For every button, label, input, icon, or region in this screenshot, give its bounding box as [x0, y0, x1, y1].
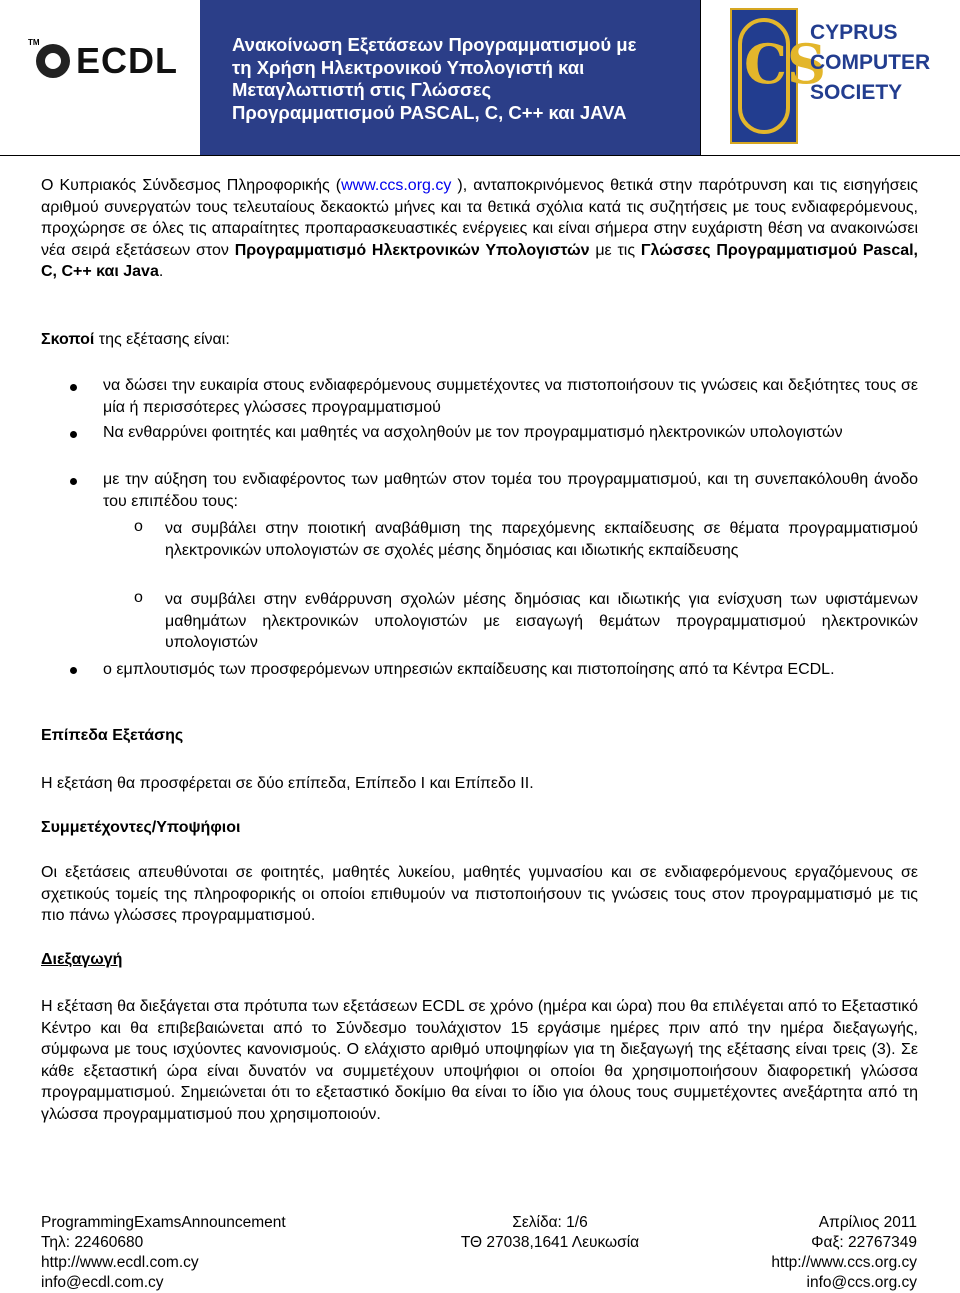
title-line: τη Χρήση Ηλεκτρονικού Υπολογιστή και [232, 56, 585, 78]
goal-item: ο εμπλουτισμός των προσφερόμενων υπηρεσιών εκπαίδευσης και πιστοποίησης από τα Κέντρα ECDL. [103, 661, 835, 678]
footer-doc-name: ProgrammingExamsAnnouncement [41, 1214, 286, 1231]
ccs-logo-line: COMPUTER [810, 51, 931, 74]
footer-left [41, 1213, 286, 1293]
footer-right [700, 1213, 917, 1293]
ccs-logo-letters: CS [744, 32, 826, 96]
goal-subitem: να συμβάλει στην ενθάρρυνση σχολών μέσης δημόσιας και ιδιωτικής για ενίσχυση των υφιστάμενων μαθημάτων ηλεκτρονικών υπολογιστών με εισαγωγή θεμάτων προγραμματισμού ηλεκτρονικών υπολογιστών [165, 591, 918, 651]
intro-text: με τις [589, 241, 641, 259]
ecdl-logo-text: ECDL [76, 40, 178, 81]
goals-label-rest: της εξέτασης είναι: [94, 331, 230, 348]
intro-bold-text: Γλώσσες Προγραμματισμού Pascal, C, C++ και Java [41, 241, 919, 280]
intro-text: . [158, 263, 164, 280]
ecdl-logo [28, 38, 198, 81]
document-header [0, 0, 960, 156]
footer-ccs-email[interactable]: info@ccs.org.cy [806, 1274, 917, 1291]
ccs-website-link[interactable]: www.ccs.org.cy [341, 177, 452, 194]
title-line: Ανακοίνωση Εξετάσεων Προγραμματισμού με [232, 34, 637, 55]
ecdl-logo-cell [0, 0, 201, 155]
ecdl-globe-icon [36, 44, 70, 78]
intro-text: Ο Κυπριακός Σύνδεσμος Πληροφορικής ( [41, 177, 342, 194]
footer-phone: Τηλ: 22460680 [41, 1234, 144, 1251]
ecdl-logo-tm: TM [28, 38, 40, 47]
footer-ecdl-email[interactable]: info@ecdl.com.cy [41, 1274, 164, 1291]
bullet-icon [70, 478, 77, 485]
footer-ecdl-website[interactable]: http://www.ecdl.com.cy [41, 1254, 199, 1271]
conduct-text: Η εξέταση θα διεξάγεται στα πρότυπα των εξετάσεων ECDL σε χρόνο (ημέρα και ώρα) που θα επιλέγεται από το Εξεταστικό Κέντρο και θα επιβεβαιώνεται από το Σύνδεσμο τουλάχιστον 15 εργάσιμε ημέρες πριν από την ημέρα διεξαγωγής, σύμφωνα με τους ισχύοντες κανονισμούς. Ο ελάχιστο αριθμό υποψηφίων για τη διεξαγωγή της εξέτασης είναι τρεις (3). Σε κάθε εξεταστική ώρα είναι δυνατόν να συμμετέχουν υποψήφιοι οι οποίοι θα χρησιμοποιήσουν διαφορετική γλώσσα προγραμματισμού. Σημειώνεται ότι το εξεταστικό δοκίμιο θα είναι το ίδιο για όλους τους συμμετέχοντες ανεξάρτητα από τη γλώσσα προγραμματισμού που χρησιμοποιούν. [41, 998, 918, 1123]
title-cell [200, 0, 701, 155]
sub-bullet-marker: o [134, 589, 143, 606]
header-divider [0, 155, 960, 156]
intro-paragraph [41, 175, 918, 283]
bullet-icon [70, 431, 77, 438]
ccs-logo-line: SOCIETY [810, 81, 903, 104]
bullet-icon [70, 384, 77, 391]
ccs-logo-line: CYPRUS [810, 21, 898, 44]
goals-label [41, 329, 918, 351]
goal-item: να δώσει την ευκαιρία στους ενδιαφερόμενους συμμετέχοντες να πιστοποιήσουν τις γνώσεις και δεξιότητες τους σε μία ή περισσότερες γλώσσες προγραμματισμού [103, 377, 918, 416]
footer-address: ΤΘ 27038,1641 Λευκωσία [460, 1234, 640, 1251]
sub-bullet-marker: o [134, 518, 143, 535]
footer-center [420, 1213, 680, 1253]
bullet-icon [70, 667, 77, 674]
footer-page-number: Σελίδα: 1/6 [512, 1214, 588, 1231]
participants-text: Οι εξετάσεις απευθύνοται σε φοιτητές, μαθητές λυκείου, μαθητές γυμνασίου και σε ενδιαφερόμενους εργαζόμενους σε σχετικούς τομείς της πληροφορικής οι οποίοι επιθυμούν να πιστοποιήσουν τις γνώσεις τους στον προγραμματισμό με τις πιο πάνω γλώσσες προγραμματισμού. [41, 864, 918, 924]
levels-text: Η εξετάση θα προσφέρεται σε δύο επίπεδα, Επίπεδο Ι και Επίπεδο ΙΙ. [41, 775, 534, 792]
goal-item: με την αύξηση του ενδιαφέροντος των μαθητών στον τομέα του προγραμματισμού, και τη συνεπακόλουθη άνοδο του επιπέδου τους: [103, 471, 918, 510]
footer-fax: Φαξ: 22767349 [811, 1234, 917, 1251]
goals-label-bold: Σκοποί [41, 331, 95, 348]
goal-subitem: να συμβάλει στην ποιοτική αναβάθμιση της παρεχόμενης εκπαίδευσης σε θέματα προγραμματισμού ηλεκτρονικών υπολογιστών σε σχολές μέσης δημόσιας και ιδιωτικής εκπαίδευσης [165, 520, 918, 559]
ccs-logo-text [810, 18, 930, 108]
conduct-heading: Διεξαγωγή [41, 951, 123, 968]
goal-item: Να ενθαρρύνει φοιτητές και μαθητές να ασχοληθούν με τον προγραμματισμό ηλεκτρονικών υπολογιστών [103, 424, 843, 441]
document-title [232, 34, 636, 124]
intro-bold-text: Προγραμματισμό Ηλεκτρονικών Υπολογιστών [234, 241, 590, 259]
footer-ccs-website[interactable]: http://www.ccs.org.cy [771, 1254, 917, 1271]
levels-heading: Επίπεδα Εξετάσης [41, 727, 184, 744]
ccs-logo-mark [730, 8, 826, 144]
participants-heading: Συμμετέχοντες/Υποψήφιοι [41, 819, 241, 836]
title-line: Προγραμματισμού PASCAL, C, C++ και JAVA [232, 101, 627, 123]
footer-date: Απρίλιος 2011 [818, 1214, 917, 1231]
intro-text: ), ανταποκρινόμενος θετικά στην παρότρυνση και τις εισηγήσεις αριθμού συνεργατών τους τελευταίους δεκαοκτώ μήνες και τα θετικά σχόλια κατά τις συζητήσεις με τους ενδιαφερόμενους, προχώρησε σε όλες τις απαραίτητες προπαρασκευαστικές ενέργειες και είναι σήμερα στην ευχάριστη θέση να ανακοινώσει νέα σειρά εξετάσεων στον [41, 177, 918, 259]
title-line: Μεταγλωττιστή στις Γλώσσες [232, 79, 492, 100]
